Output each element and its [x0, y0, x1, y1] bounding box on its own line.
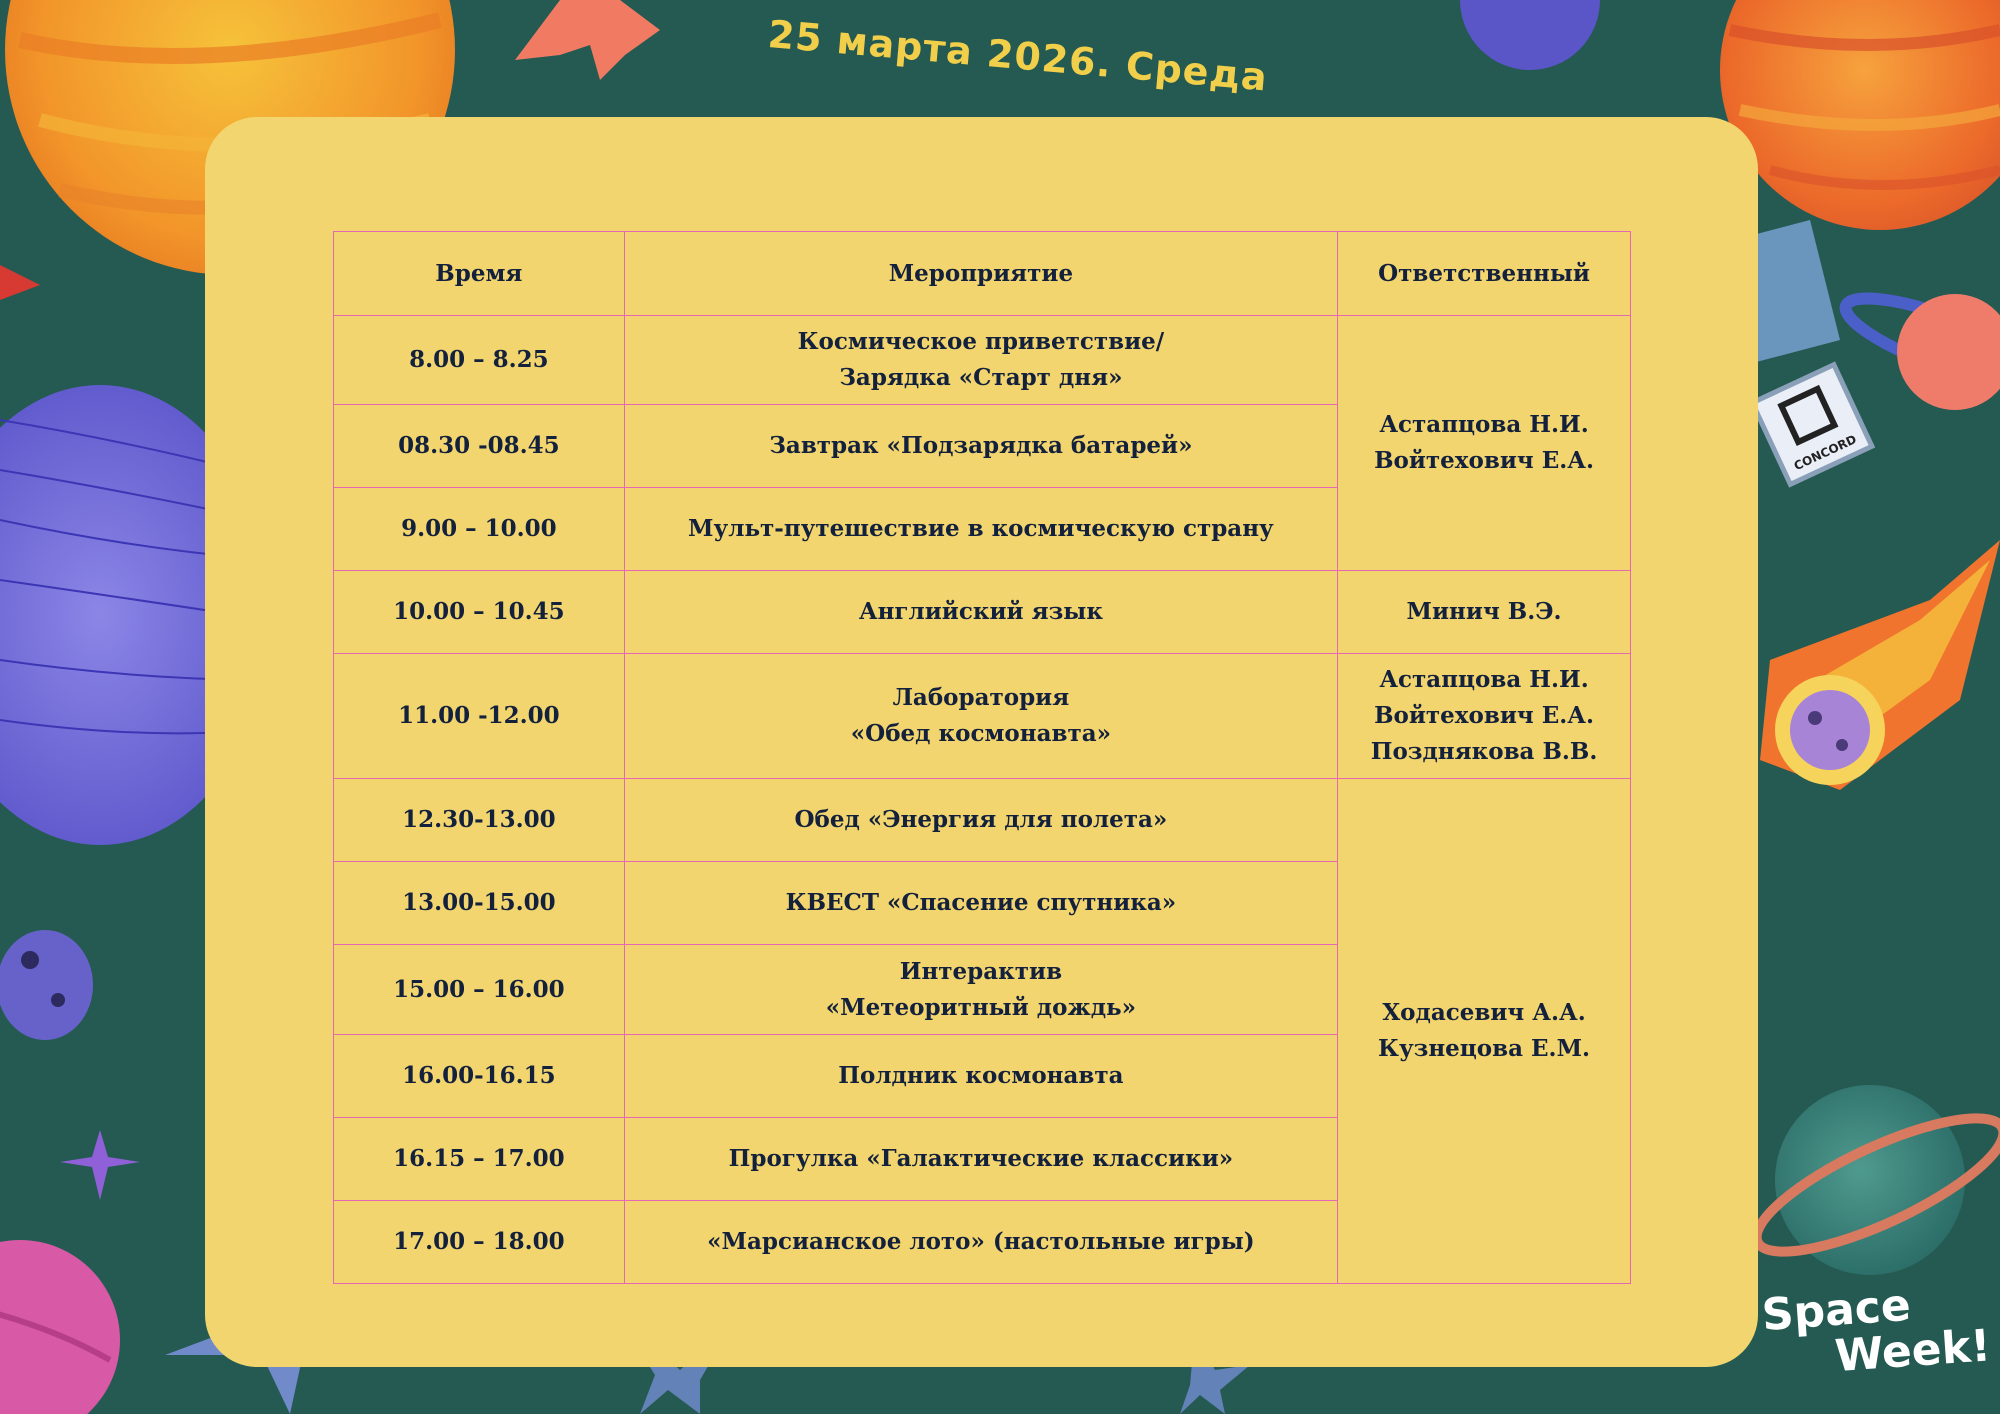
responsible-cell [1338, 654, 1631, 779]
responsible-cell [1338, 316, 1631, 571]
event-line: «Обед космонавта» [850, 720, 1112, 747]
event-line: Космическое приветствие/ [797, 328, 1165, 355]
table-row [334, 571, 1631, 654]
time-cell: 17.00 – 18.00 [334, 1201, 625, 1284]
table-header-row [334, 232, 1631, 316]
time-cell: 10.00 – 10.45 [334, 571, 625, 654]
pink-planet-icon [0, 1240, 120, 1414]
event-cell [624, 316, 1337, 405]
time-cell: 9.00 – 10.00 [334, 488, 625, 571]
time-cell: 8.00 – 8.25 [334, 316, 625, 405]
blue-planet-icon [1460, 0, 1600, 70]
event-cell: Обед «Энергия для полета» [624, 779, 1337, 862]
header-responsible: Ответственный [1338, 232, 1631, 316]
time-cell: 11.00 -12.00 [334, 654, 625, 779]
time-cell: 13.00-15.00 [334, 862, 625, 945]
schedule-table [333, 231, 1631, 1284]
responsible-name: Ходасевич А.А. [1382, 999, 1586, 1026]
red-planet-icon [1720, 0, 2000, 230]
event-cell: Мульт-путешествие в космическую страну [624, 488, 1337, 571]
responsible-name: Астапцова Н.И. [1379, 666, 1589, 693]
table-row [334, 654, 1631, 779]
time-cell: 16.15 – 17.00 [334, 1118, 625, 1201]
event-cell: Завтрак «Подзарядка батарей» [624, 405, 1337, 488]
event-line: Лаборатория [892, 684, 1070, 711]
responsible-cell [1338, 571, 1631, 654]
event-cell [624, 945, 1337, 1035]
space-week-logo [1760, 1277, 1997, 1403]
event-cell [624, 654, 1337, 779]
page-date-title: 25 марта 2026. Среда [766, 12, 1270, 100]
ringed-planet-icon [1837, 282, 2000, 410]
time-cell: 16.00-16.15 [334, 1035, 625, 1118]
asteroid-icon [0, 930, 93, 1040]
header-event: Мероприятие [624, 232, 1337, 316]
responsible-name: Войтехович Е.А. [1374, 447, 1594, 474]
event-line: «Метеоритный дождь» [825, 993, 1137, 1021]
time-cell: 15.00 – 16.00 [334, 945, 625, 1035]
event-cell: Полдник космонавта [624, 1035, 1337, 1118]
star-icon [515, 0, 660, 80]
svg-text:CONCORD: CONCORD [1791, 432, 1859, 474]
event-cell: КВЕСТ «Спасение спутника» [624, 862, 1337, 945]
event-cell: «Марсианское лото» (настольные игры) [624, 1201, 1337, 1284]
event-cell: Прогулка «Галактические классики» [624, 1118, 1337, 1201]
time-cell: 08.30 -08.45 [334, 405, 625, 488]
ringed-planet-icon [1742, 1085, 2000, 1276]
comet-icon [1760, 540, 2000, 790]
star-icon [0, 265, 40, 300]
event-cell: Английский язык [624, 571, 1337, 654]
time-cell: 12.30-13.00 [334, 779, 625, 862]
responsible-name: Астапцова Н.И. [1379, 411, 1589, 438]
responsible-name: Позднякова В.В. [1370, 738, 1598, 765]
responsible-cell [1338, 779, 1631, 1284]
event-line: Зарядка «Старт дня» [839, 364, 1123, 391]
responsible-name: Войтехович Е.А. [1374, 702, 1594, 729]
responsible-name: Кузнецова Е.М. [1378, 1035, 1591, 1062]
responsible-name: Минич В.Э. [1406, 598, 1562, 625]
sparkle-icon [60, 1130, 140, 1200]
header-time: Время [334, 232, 625, 316]
logo-line: Week! [1833, 1320, 1993, 1383]
logo-line: Space [1760, 1279, 1913, 1342]
table-row [334, 779, 1631, 862]
table-row [334, 316, 1631, 405]
event-line: Интерактив [899, 957, 1063, 985]
